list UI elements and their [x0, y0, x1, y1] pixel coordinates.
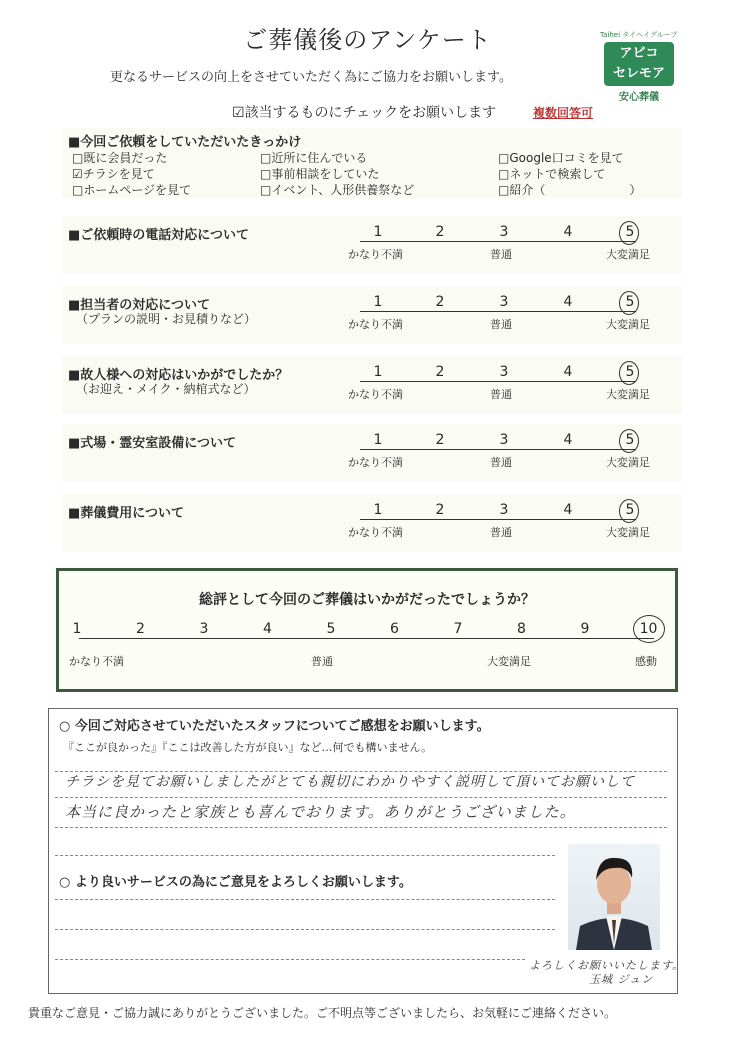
scale-number: 2 [435, 364, 445, 380]
scale-label-mid: 普通 [490, 318, 512, 331]
q1-option [72, 165, 155, 182]
scale-label-low: かなり不満 [348, 388, 403, 401]
checkbox-icon: □ [260, 151, 272, 165]
survey-title: ご葬儀後のアンケート [243, 26, 492, 54]
rating-title: ■ご依頼時の電話対応について [68, 228, 250, 243]
overall-label-high: 大変満足 [487, 655, 531, 668]
checkbox-icon: □ [260, 183, 272, 197]
q1-option-label: 紹介（ ） [509, 183, 642, 197]
q1-option-label: チラシを見て [82, 167, 155, 181]
checkbox-icon: □ [260, 167, 272, 181]
logo-line2: セレモア [612, 66, 665, 81]
checkbox-checked-icon: ☑ [232, 105, 245, 121]
q1-option [260, 165, 379, 182]
rating-scale-line [360, 519, 636, 520]
answer-line-5 [55, 899, 555, 900]
scale-number: 2 [435, 502, 445, 518]
checkbox-icon: □ [72, 183, 84, 197]
overall-scale-number: 9 [580, 621, 590, 637]
overall-scale-number: 2 [136, 621, 145, 637]
q1-option-label: 近所に住んでいる [271, 151, 368, 165]
improvement-question: ○ より良いサービスの為にご意見をよろしくお願いします。 [59, 875, 412, 890]
scale-number: 5 [625, 224, 635, 240]
checkbox-icon: □ [498, 183, 510, 197]
q1-option [72, 149, 167, 166]
survey-subtitle: 更なるサービスの向上をさせていただく為にご協力をお願いします。 [110, 70, 512, 85]
scale-number: 2 [435, 224, 445, 240]
scale-label-mid: 普通 [490, 456, 512, 469]
q1-option-label: ネットで検索して [509, 167, 606, 181]
scale-label-high: 大変満足 [606, 456, 650, 469]
q1-option [498, 149, 624, 166]
rating-title: ■式場・霊安室設備について [68, 436, 237, 451]
answer-line-7 [55, 959, 525, 960]
scale-number: 3 [499, 432, 509, 448]
company-logo [600, 30, 678, 103]
handwritten-answer-2: 本当に良かったと家族とも喜んでおります。ありがとうございました。 [65, 803, 576, 821]
handwritten-answer-1: チラシを見てお願いしましたがとても親切にわかりやすく説明して頂いてお願いして [65, 774, 635, 790]
staff-comment-question: ○ 今回ご対応させていただいたスタッフについてご感想をお願いします。 [59, 719, 490, 734]
logo-badge [604, 42, 674, 86]
overall-label-low: かなり不満 [69, 655, 124, 668]
selected-circle [619, 429, 639, 453]
answer-line-6 [55, 929, 555, 930]
selected-circle [619, 221, 639, 245]
staff-portrait-image [568, 844, 660, 950]
scale-number: 2 [435, 294, 445, 310]
overall-question: 総評として今回のご葬儀はいかがだったでしょうか？ [199, 592, 535, 608]
overall-rating-box [56, 568, 678, 692]
scale-label-mid: 普通 [490, 526, 512, 539]
overall-scale-number: 5 [326, 621, 336, 637]
scale-number: 3 [499, 294, 509, 310]
scale-number: 4 [563, 294, 573, 310]
scale-label-low: かなり不満 [348, 318, 403, 331]
overall-scale-number: 4 [263, 621, 272, 637]
overall-scale-number: 3 [199, 621, 209, 637]
rating-title: ■故人様への対応はいかがでしたか？ [68, 368, 289, 383]
checkbox-icon: □ [72, 151, 84, 165]
checkbox-icon: □ [498, 151, 510, 165]
q1-option-label: 事前相談をしていた [271, 167, 380, 181]
q1-option-label: 既に会員だった [83, 151, 168, 165]
rating-subtitle: （プランの説明・お見積りなど） [76, 312, 257, 326]
rating-scale-line [360, 241, 636, 242]
rating-subtitle: （お迎え・メイク・納棺式など） [76, 382, 256, 396]
scale-number: 5 [625, 364, 635, 380]
scale-number: 1 [373, 224, 383, 240]
checkbox-checked-icon: ☑ [72, 167, 83, 181]
scale-label-low: かなり不満 [348, 526, 403, 539]
scale-number: 1 [373, 502, 383, 518]
q1-option-label: Google口コミを見て [509, 151, 624, 165]
q1-option [72, 181, 191, 198]
q1-option [498, 181, 641, 198]
overall-scale-number: 8 [517, 621, 526, 637]
scale-label-high: 大変満足 [606, 526, 650, 539]
overall-scale-line [79, 638, 654, 639]
overall-label-mid: 普通 [311, 655, 333, 668]
q1-option-label: ホームページを見て [83, 183, 192, 197]
scale-number: 5 [625, 502, 635, 518]
check-instruction [232, 102, 496, 122]
answer-line-4 [55, 855, 555, 856]
scale-number: 5 [625, 432, 635, 448]
overall-scale-number: 1 [72, 621, 82, 637]
overall-scale-number: 6 [390, 621, 399, 637]
rating-scale-line [360, 381, 636, 382]
scale-number: 3 [499, 364, 509, 380]
selected-circle [633, 615, 665, 643]
scale-number: 5 [625, 294, 635, 310]
logo-tagline: 安心葬儀 [619, 92, 659, 103]
q1-option [260, 149, 367, 166]
staff-photo [568, 844, 660, 950]
scale-number: 4 [563, 502, 573, 518]
overall-scale-number: 7 [453, 621, 463, 637]
overall-label-top: 感動 [635, 655, 657, 668]
scale-label-high: 大変満足 [606, 318, 650, 331]
rating-scale-line [360, 311, 636, 312]
scale-label-low: かなり不満 [348, 456, 403, 469]
scale-number: 1 [373, 432, 383, 448]
check-instruction-text: 該当するものにチェックをお願いします [244, 105, 497, 121]
selected-circle [619, 499, 639, 523]
q1-title: ■今回ご依頼をしていただいたきっかけ [68, 135, 302, 150]
scale-number: 3 [499, 224, 509, 240]
scale-number: 1 [373, 364, 383, 380]
rating-scale-line [360, 449, 636, 450]
q1-option [260, 181, 414, 198]
selected-circle [619, 361, 639, 385]
staff-name: 玉城 ジュン [589, 973, 654, 986]
scale-label-mid: 普通 [490, 388, 512, 401]
logo-line1: アビコ [619, 46, 659, 61]
scale-label-high: 大変満足 [606, 388, 650, 401]
rating-title: ■葬儀費用について [68, 506, 185, 521]
answer-line-3 [55, 827, 667, 828]
staff-comment-hint: 『ここが良かった』『ここは改善した方が良い』など…何でも構いません。 [63, 741, 433, 754]
logo-group-name: Taihei タイヘイグループ [600, 31, 678, 39]
multiple-answers-note: 複数回答可 [533, 106, 594, 120]
scale-number: 4 [563, 224, 573, 240]
scale-label-high: 大変満足 [606, 248, 650, 261]
overall-scale-number: 10 [639, 621, 658, 637]
scale-number: 2 [435, 432, 445, 448]
scale-label-low: かなり不満 [348, 248, 403, 261]
selected-circle [619, 291, 639, 315]
scale-label-mid: 普通 [490, 248, 512, 261]
scale-number: 1 [373, 294, 383, 310]
rating-title: ■担当者の対応について [68, 298, 211, 313]
scale-number: 4 [563, 364, 573, 380]
q1-option-label: イベント、人形供養祭など [271, 183, 415, 197]
staff-greeting: よろしくお願いいたします。 [529, 959, 685, 972]
q1-option [498, 165, 605, 182]
scale-number: 4 [563, 432, 573, 448]
scale-number: 3 [499, 502, 509, 518]
checkbox-icon: □ [498, 167, 510, 181]
answer-line-2 [55, 797, 667, 798]
footer-thanks: 貴重なご意見・ご協力誠にありがとうございました。ご不明点等ございましたら、お気軽にご連絡ください。 [28, 1006, 617, 1020]
